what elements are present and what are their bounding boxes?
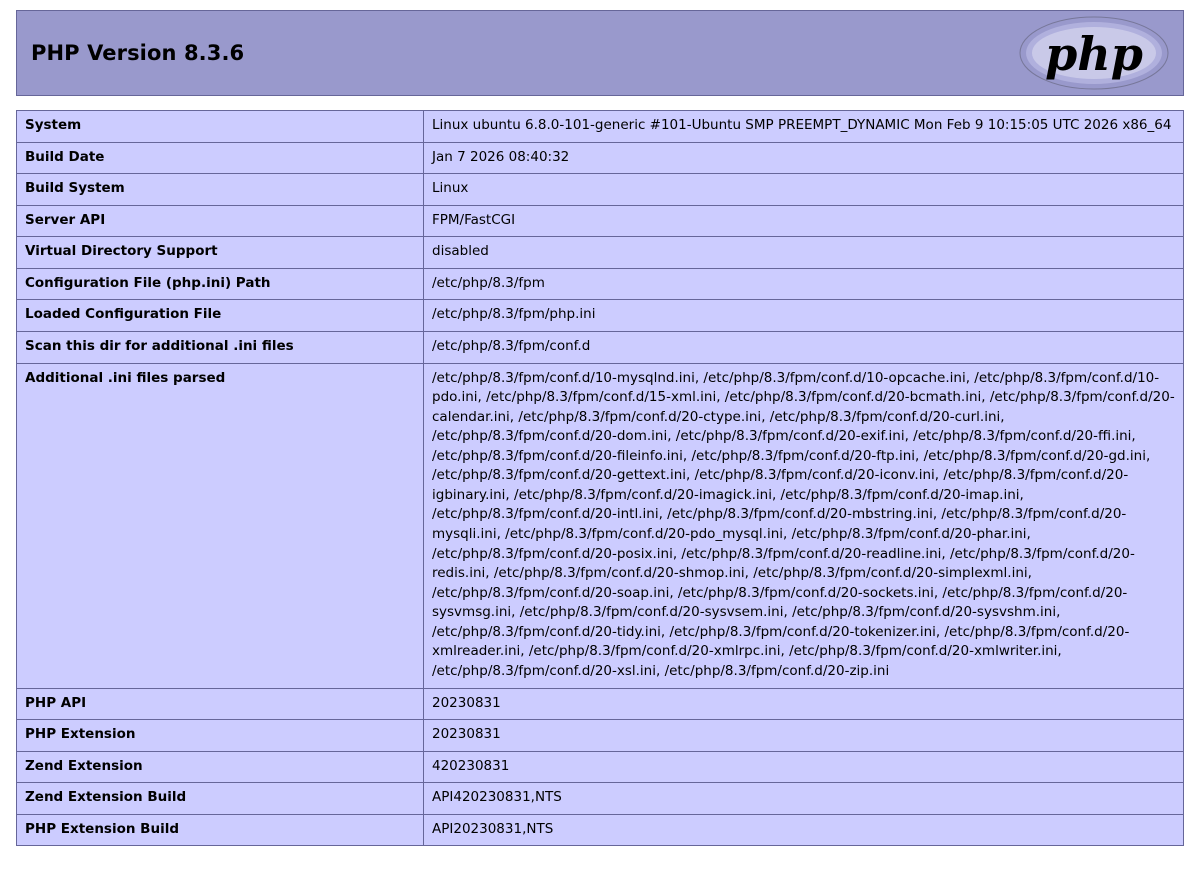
table-row xyxy=(17,331,1184,363)
table-row xyxy=(17,720,1184,752)
row-key: System xyxy=(17,111,424,143)
svg-text:php: php xyxy=(1045,27,1143,81)
row-key: Build Date xyxy=(17,142,424,174)
php-logo-icon xyxy=(1019,14,1169,92)
row-key: Loaded Configuration File xyxy=(17,300,424,332)
table-row xyxy=(17,363,1184,688)
php-info-table-body xyxy=(17,111,1184,846)
phpinfo-header xyxy=(16,10,1184,96)
php-info-table xyxy=(16,110,1184,846)
row-value: API420230831,NTS xyxy=(424,783,1184,815)
row-value: /etc/php/8.3/fpm/php.ini xyxy=(424,300,1184,332)
row-key: Additional .ini files parsed xyxy=(17,363,424,688)
table-row xyxy=(17,783,1184,815)
table-row xyxy=(17,111,1184,143)
row-key: Configuration File (php.ini) Path xyxy=(17,268,424,300)
table-row xyxy=(17,268,1184,300)
row-key: PHP Extension xyxy=(17,720,424,752)
table-row xyxy=(17,751,1184,783)
table-row xyxy=(17,300,1184,332)
table-row xyxy=(17,174,1184,206)
table-row xyxy=(17,205,1184,237)
row-key: Virtual Directory Support xyxy=(17,237,424,269)
table-row xyxy=(17,814,1184,846)
row-value: Jan 7 2026 08:40:32 xyxy=(424,142,1184,174)
row-value: API20230831,NTS xyxy=(424,814,1184,846)
row-value: 20230831 xyxy=(424,720,1184,752)
table-row xyxy=(17,237,1184,269)
row-value: 20230831 xyxy=(424,688,1184,720)
row-value: FPM/FastCGI xyxy=(424,205,1184,237)
row-key: Zend Extension Build xyxy=(17,783,424,815)
row-value: /etc/php/8.3/fpm/conf.d xyxy=(424,331,1184,363)
row-value: disabled xyxy=(424,237,1184,269)
row-key: Zend Extension xyxy=(17,751,424,783)
row-key: PHP API xyxy=(17,688,424,720)
page-title: PHP Version 8.3.6 xyxy=(31,41,245,65)
row-value: Linux xyxy=(424,174,1184,206)
row-key: Scan this dir for additional .ini files xyxy=(17,331,424,363)
row-key: Server API xyxy=(17,205,424,237)
row-value: Linux ubuntu 6.8.0-101-generic #101-Ubuntu SMP PREEMPT_DYNAMIC Mon Feb 9 10:15:05 UTC 2026 x86_64 xyxy=(424,111,1184,143)
row-key: PHP Extension Build xyxy=(17,814,424,846)
row-value: 420230831 xyxy=(424,751,1184,783)
row-value: /etc/php/8.3/fpm xyxy=(424,268,1184,300)
row-value: /etc/php/8.3/fpm/conf.d/10-mysqlnd.ini, /etc/php/8.3/fpm/conf.d/10-opcache.ini, /etc/php/8.3/fpm/conf.d/10-pdo.ini, /etc/php/8.3/fpm/conf.d/15-xml.ini, /etc/php/8.3/fpm/conf.d/20-bcmath.ini, /etc/php/8.3/fpm/conf.d/20-calendar.ini, /etc/php/8.3/fpm/conf.d/20-ctype.ini, /etc/php/8.3/fpm/conf.d/20-curl.ini, /etc/php/8.3/fpm/conf.d/20-dom.ini, /etc/php/8.3/fpm/conf.d/20-exif.ini, /etc/php/8.3/fpm/conf.d/20-ffi.ini, /etc/php/8.3/fpm/conf.d/20-fileinfo.ini, /etc/php/8.3/fpm/conf.d/20-ftp.ini, /etc/php/8.3/fpm/conf.d/20-gd.ini, /etc/php/8.3/fpm/conf.d/20-gettext.ini, /etc/php/8.3/fpm/conf.d/20-iconv.ini, /etc/php/8.3/fpm/conf.d/20-igbinary.ini, /etc/php/8.3/fpm/conf.d/20-imagick.ini, /etc/php/8.3/fpm/conf.d/20-imap.ini, /etc/php/8.3/fpm/conf.d/20-intl.ini, /etc/php/8.3/fpm/conf.d/20-mbstring.ini, /etc/php/8.3/fpm/conf.d/20-mysqli.ini, /etc/php/8.3/fpm/conf.d/20-pdo_mysql.ini, /etc/php/8.3/fpm/conf.d/20-phar.ini, /etc/php/8.3/fpm/conf.d/20-posix.ini, /etc/php/8.3/fpm/conf.d/20-readline.ini, /etc/php/8.3/fpm/conf.d/20-redis.ini, /etc/php/8.3/fpm/conf.d/20-shmop.ini, /etc/php/8.3/fpm/conf.d/20-simplexml.ini, /etc/php/8.3/fpm/conf.d/20-soap.ini, /etc/php/8.3/fpm/conf.d/20-sockets.ini, /etc/php/8.3/fpm/conf.d/20-sysvmsg.ini, /etc/php/8.3/fpm/conf.d/20-sysvsem.ini, /etc/php/8.3/fpm/conf.d/20-sysvshm.ini, /etc/php/8.3/fpm/conf.d/20-tidy.ini, /etc/php/8.3/fpm/conf.d/20-tokenizer.ini, /etc/php/8.3/fpm/conf.d/20-xmlreader.ini, /etc/php/8.3/fpm/conf.d/20-xmlrpc.ini, /etc/php/8.3/fpm/conf.d/20-xmlwriter.ini, /etc/php/8.3/fpm/conf.d/20-xsl.ini, /etc/php/8.3/fpm/conf.d/20-zip.ini xyxy=(424,363,1184,688)
table-row xyxy=(17,142,1184,174)
table-row xyxy=(17,688,1184,720)
row-key: Build System xyxy=(17,174,424,206)
